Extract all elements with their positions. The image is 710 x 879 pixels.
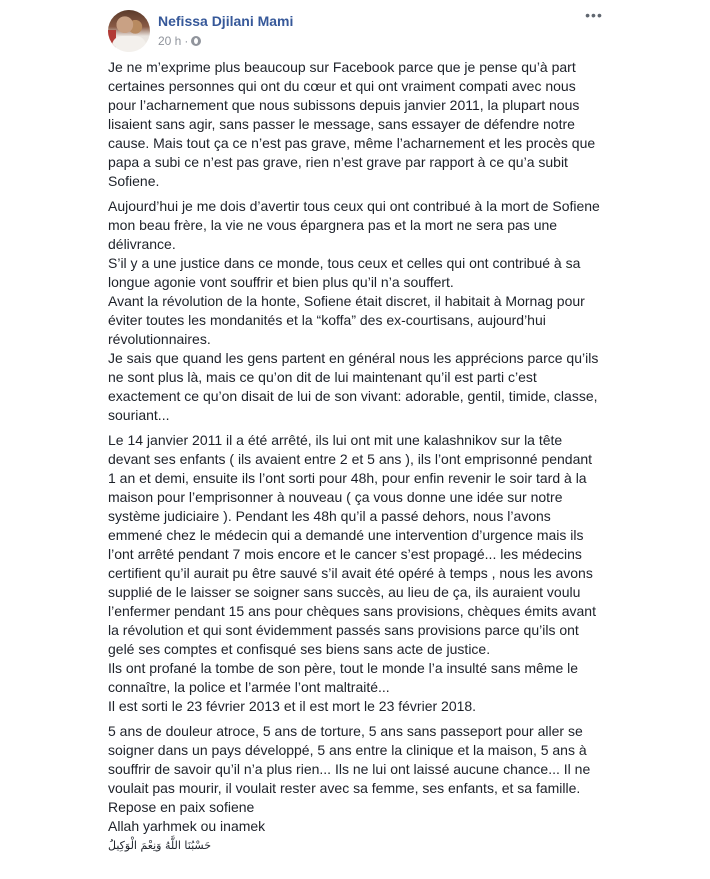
post-text-line: délivrance. [108,236,176,252]
post-text-line: l’ont arrêté pendant 7 mois encore et le cancer s’est propagé... les médecins [108,546,582,562]
post-text-line: pour l’acharnement que nous subissons depuis janvier 2011, la plupart nous [108,97,580,113]
post-text-line: connaître, la police et l’armée l’ont maltraité... [108,679,390,695]
post-text-line: longue agonie vont souffrir et bien plus qu’il n’a souffert. [108,274,454,290]
post-text-line: supplié de le laisser se soigner sans succès, au lieu de ça, ils auraient voulu [108,584,581,600]
post-text-line: maison pour l’emprisonner à nouveau ( ça vous donne une idée sur notre [108,489,563,505]
post-text-line: système judiciaire ). Pendant les 48h qu’il a passé dehors, nous l’avons [108,508,551,524]
post-text-line: souriant... [108,407,170,423]
post-text-line: exactement ce qu’on disait de lui de son vivant: adorable, gentil, timide, classe, [108,388,598,404]
post-text-line: mon beau frère, la vie ne vous épargnera pas et la mort ne sera pas une [108,217,558,233]
more-options-icon[interactable]: ••• [585,7,603,23]
post-text-line: S’il y a une justice dans ce monde, tous ceux et celles qui ont contribué à sa [108,255,581,271]
post-text-line: Je sais que quand les gens partent en général nous les apprécions parce qu’ils [108,350,599,366]
post-text-line: Ils ont profané la tombe de son père, tout le monde l’a insulté sans même le [108,660,579,676]
post-text-line: certaines personnes qui ont du cœur et qui ont vraiment compati avec nous [108,78,576,94]
meta-separator: · [184,34,189,48]
post-text-line: la révolution et qui sont évidemment passés sans provisions parce qu’ils ont [108,622,579,638]
post-header [108,8,608,54]
post-timestamp[interactable]: 20 h [158,34,182,48]
post-text-line: Il est sorti le 23 février 2013 et il est mort le 23 février 2018. [108,698,477,714]
post-text-line: certifient qu’il aurait pu être sauvé s’il avait été opéré à temps , nous les avons [108,565,593,581]
post-text-line: lisaient sans agir, sans passer le message, sans essayer de défendre notre [108,116,575,132]
post-text-line: Avant la révolution de la honte, Sofiene était discret, il habitait à Mornag pour [108,293,585,309]
globe-icon[interactable] [191,36,201,46]
avatar-detail [112,36,146,52]
arabic-text-line: حَسْبُنَا اللَّهُ وَنِعْمَ الْوَكِيلُ [108,839,212,852]
post-body [108,58,608,861]
post-paragraph [108,722,608,855]
post-text-line: gelé ses comptes et confisqué ses biens sans acte de justice. [108,641,491,657]
post-text-line: Sofiene. [108,173,160,189]
post-text-line: soigner dans un pays développé, 5 ans entre la clinique et la maison, 5 ans à [108,742,587,758]
post-text-line: cause. Mais tout ça ce n’est pas grave, même l’acharnement et les procès que [108,135,596,151]
post-text-line: devant ses enfants ( ils avaient entre 2 et 5 ans ), ils l’ont emprisonné pendant [108,451,593,467]
post-text-line: révolutionnaires. [108,331,211,347]
post-text-line: Repose en paix sofiene [108,799,255,815]
avatar[interactable] [108,10,150,52]
post-paragraph [108,58,608,191]
post-paragraph [108,197,608,425]
post-text-line: 1 an et demi, ensuite ils l’ont sorti pour 48h, pour enfin revenir le soir tard à la [108,470,587,486]
post-text-line: l’enfermer pendant 15 ans pour chèques sans provisions, chèques émits avant [108,603,596,619]
post-text-line: éviter toutes les mondanités et la “koffa” des ex-courtisans, aujourd’hui [108,312,546,328]
post-text-line: emmené chez le médecin qui a demandé une intervention d’urgence mais ils [108,527,584,543]
post-text-line: souffrir de savoir qu’il n’a plus rien... Ils ne lui ont laissé aucune chance... Il ne [108,761,591,777]
post-meta [158,34,201,48]
post-text-line: 5 ans de douleur atroce, 5 ans de torture, 5 ans sans passeport pour aller se [108,723,583,739]
post-text-line: Aujourd’hui je me dois d’avertir tous ceux qui ont contribué à la mort de Sofiene [108,198,600,214]
author-name[interactable]: Nefissa Djilani Mami [158,13,294,29]
post-text-line: voulait pas mourir, il voulait rester avec sa femme, ses enfants, et sa famille. [108,780,581,796]
post-paragraph [108,431,608,716]
post-text-line: Je ne m’exprime plus beaucoup sur Facebook parce que je pense qu’à part [108,59,576,75]
post-text-line: Allah yarhmek ou inamek [108,818,266,834]
post-text-line: ne sont plus là, mais ce qu’on dit de lui maintenant qu’il est parti c’est [108,369,537,385]
post-text-line: Le 14 janvier 2011 il a été arrêté, ils lui ont mit une kalashnikov sur la tête [108,432,563,448]
post-text-line: papa a subi ce n’est pas grave, rien n’est grave par rapport à ce qu’a subit [108,154,568,170]
